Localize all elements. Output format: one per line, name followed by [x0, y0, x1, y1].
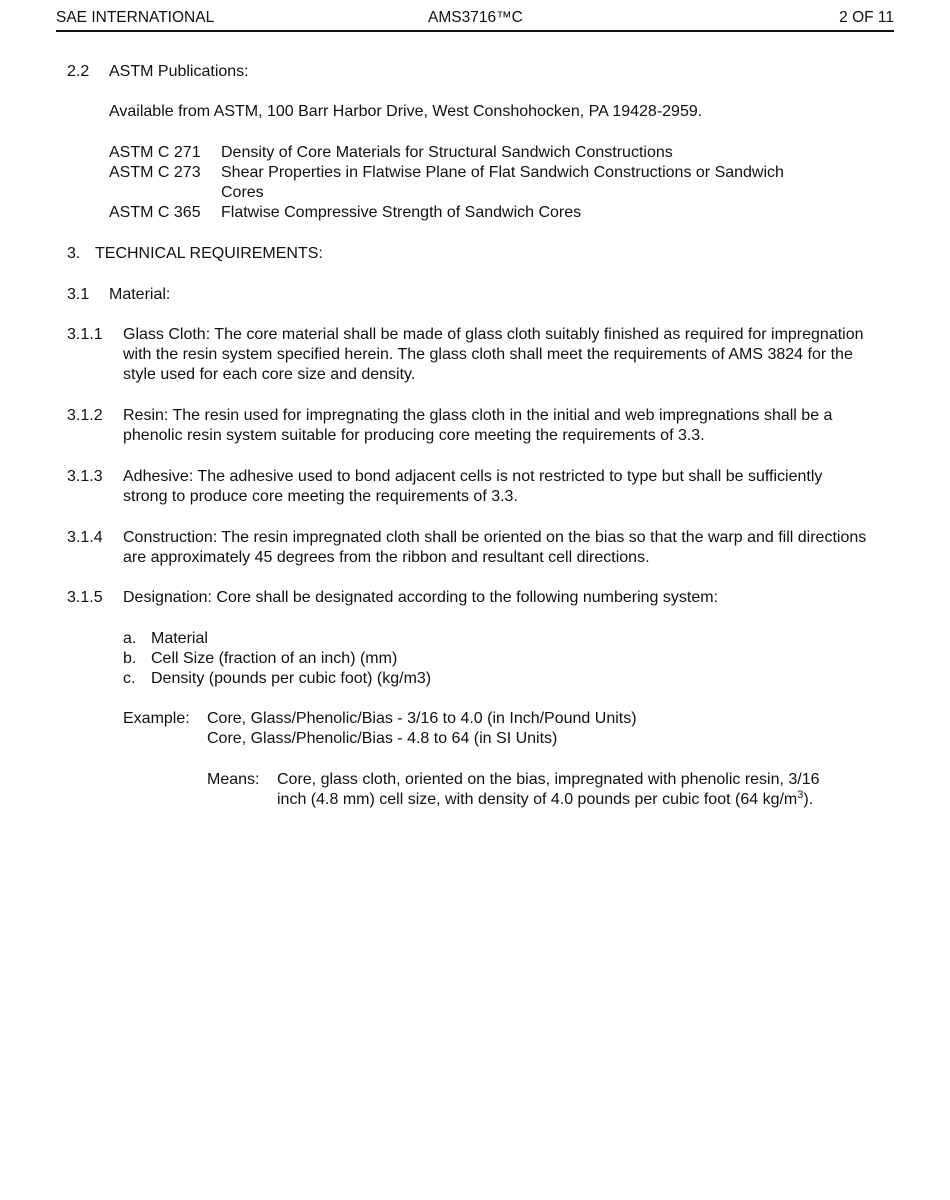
example-line: Core, Glass/Phenolic/Bias - 3/16 to 4.0 (in Inch/Pound Units) — [207, 710, 637, 727]
list-item-letter: b. — [123, 650, 137, 667]
section-title: ASTM Publications: — [109, 63, 249, 80]
list-item-letter: a. — [123, 630, 137, 647]
reference-item — [0, 143, 950, 163]
example-line: Core, Glass/Phenolic/Bias - 4.8 to 64 (in SI Units) — [207, 730, 558, 747]
means-line-text: inch (4.8 mm) cell size, with density of 4.0 pounds per cubic foot (64 kg/m — [277, 791, 798, 808]
section-text: Construction: The resin impregnated cloth shall be oriented on the bias so that the warp and fill directions are approximately 45 degrees from the ribbon and resultant cell directions. — [123, 529, 867, 566]
header-org: SAE INTERNATIONAL — [56, 9, 215, 26]
means-line: Core, glass cloth, oriented on the bias, impregnated with phenolic resin, 3/16 — [277, 771, 820, 788]
list-item-letter: c. — [123, 670, 136, 687]
section-title: Material: — [109, 286, 171, 303]
section-text: Glass Cloth: The core material shall be made of glass cloth suitably finished as required for impregnation with the resin system specified herein. The glass cloth shall meet the requirements of AMS 3824 for the style used for each core size and density. — [123, 326, 864, 383]
section-text: Adhesive: The adhesive used to bond adjacent cells is not restricted to type but shall be sufficiently strong to produce core meeting the requirements of 3.3. — [123, 468, 823, 505]
section-3-1-3 — [0, 467, 950, 507]
reference-title: Shear Properties in Flatwise Plane of Flat Sandwich Constructions or Sandwich Cores — [221, 164, 784, 201]
section-text: Resin: The resin used for impregnating the glass cloth in the initial and web impregnations shall be a phenolic resin system suitable for producing core meeting the requirements of 3.3. — [123, 407, 833, 444]
page-header — [56, 8, 894, 32]
section-text: Designation: Core shall be designated according to the following numbering system: — [123, 589, 719, 606]
means-label: Means: — [207, 771, 260, 788]
section-number: 3.1.2 — [67, 407, 103, 424]
section-number: 3. — [67, 245, 81, 262]
section-number: 3.1 — [67, 286, 90, 303]
section-3-1-4 — [0, 528, 950, 568]
list-item-text: Material — [151, 630, 208, 647]
section-2-2 — [0, 62, 950, 82]
list-item-text: Cell Size (fraction of an inch) (mm) — [151, 650, 398, 667]
section-title: TECHNICAL REQUIREMENTS: — [95, 245, 323, 262]
reference-item — [0, 163, 950, 203]
reference-title: Flatwise Compressive Strength of Sandwich Cores — [221, 204, 582, 221]
reference-item — [0, 203, 950, 223]
reference-title: Density of Core Materials for Structural Sandwich Constructions — [221, 144, 673, 161]
means-line-end: ). — [803, 791, 814, 808]
designation-list — [0, 629, 950, 689]
means-line — [277, 790, 813, 810]
astm-availability: Available from ASTM, 100 Barr Harbor Drive, West Conshohocken, PA 19428-2959. — [109, 103, 703, 120]
superscript: 3 — [797, 789, 804, 801]
section-number: 2.2 — [67, 63, 90, 80]
section-3-1-2 — [0, 406, 950, 446]
means-block — [0, 770, 950, 810]
section-3 — [0, 244, 950, 264]
section-number: 3.1.5 — [67, 589, 103, 606]
reference-code: ASTM C 365 — [109, 204, 201, 221]
example-block — [0, 709, 950, 749]
list-item-text: Density (pounds per cubic foot) (kg/m3) — [151, 670, 432, 687]
reference-code: ASTM C 271 — [109, 144, 201, 161]
section-3-1-5 — [0, 588, 950, 608]
example-label: Example: — [123, 710, 190, 727]
section-number: 3.1.4 — [67, 529, 103, 546]
reference-list — [0, 143, 950, 223]
section-number: 3.1.3 — [67, 468, 103, 485]
reference-code: ASTM C 273 — [109, 164, 201, 181]
list-item — [0, 649, 950, 669]
header-doc-id: AMS3716™C — [428, 9, 523, 26]
section-3-1-1 — [0, 325, 950, 385]
section-3-1 — [0, 285, 950, 305]
header-page-number: 2 OF 11 — [839, 9, 894, 26]
list-item — [0, 629, 950, 649]
list-item — [0, 669, 950, 689]
section-number: 3.1.1 — [67, 326, 103, 343]
